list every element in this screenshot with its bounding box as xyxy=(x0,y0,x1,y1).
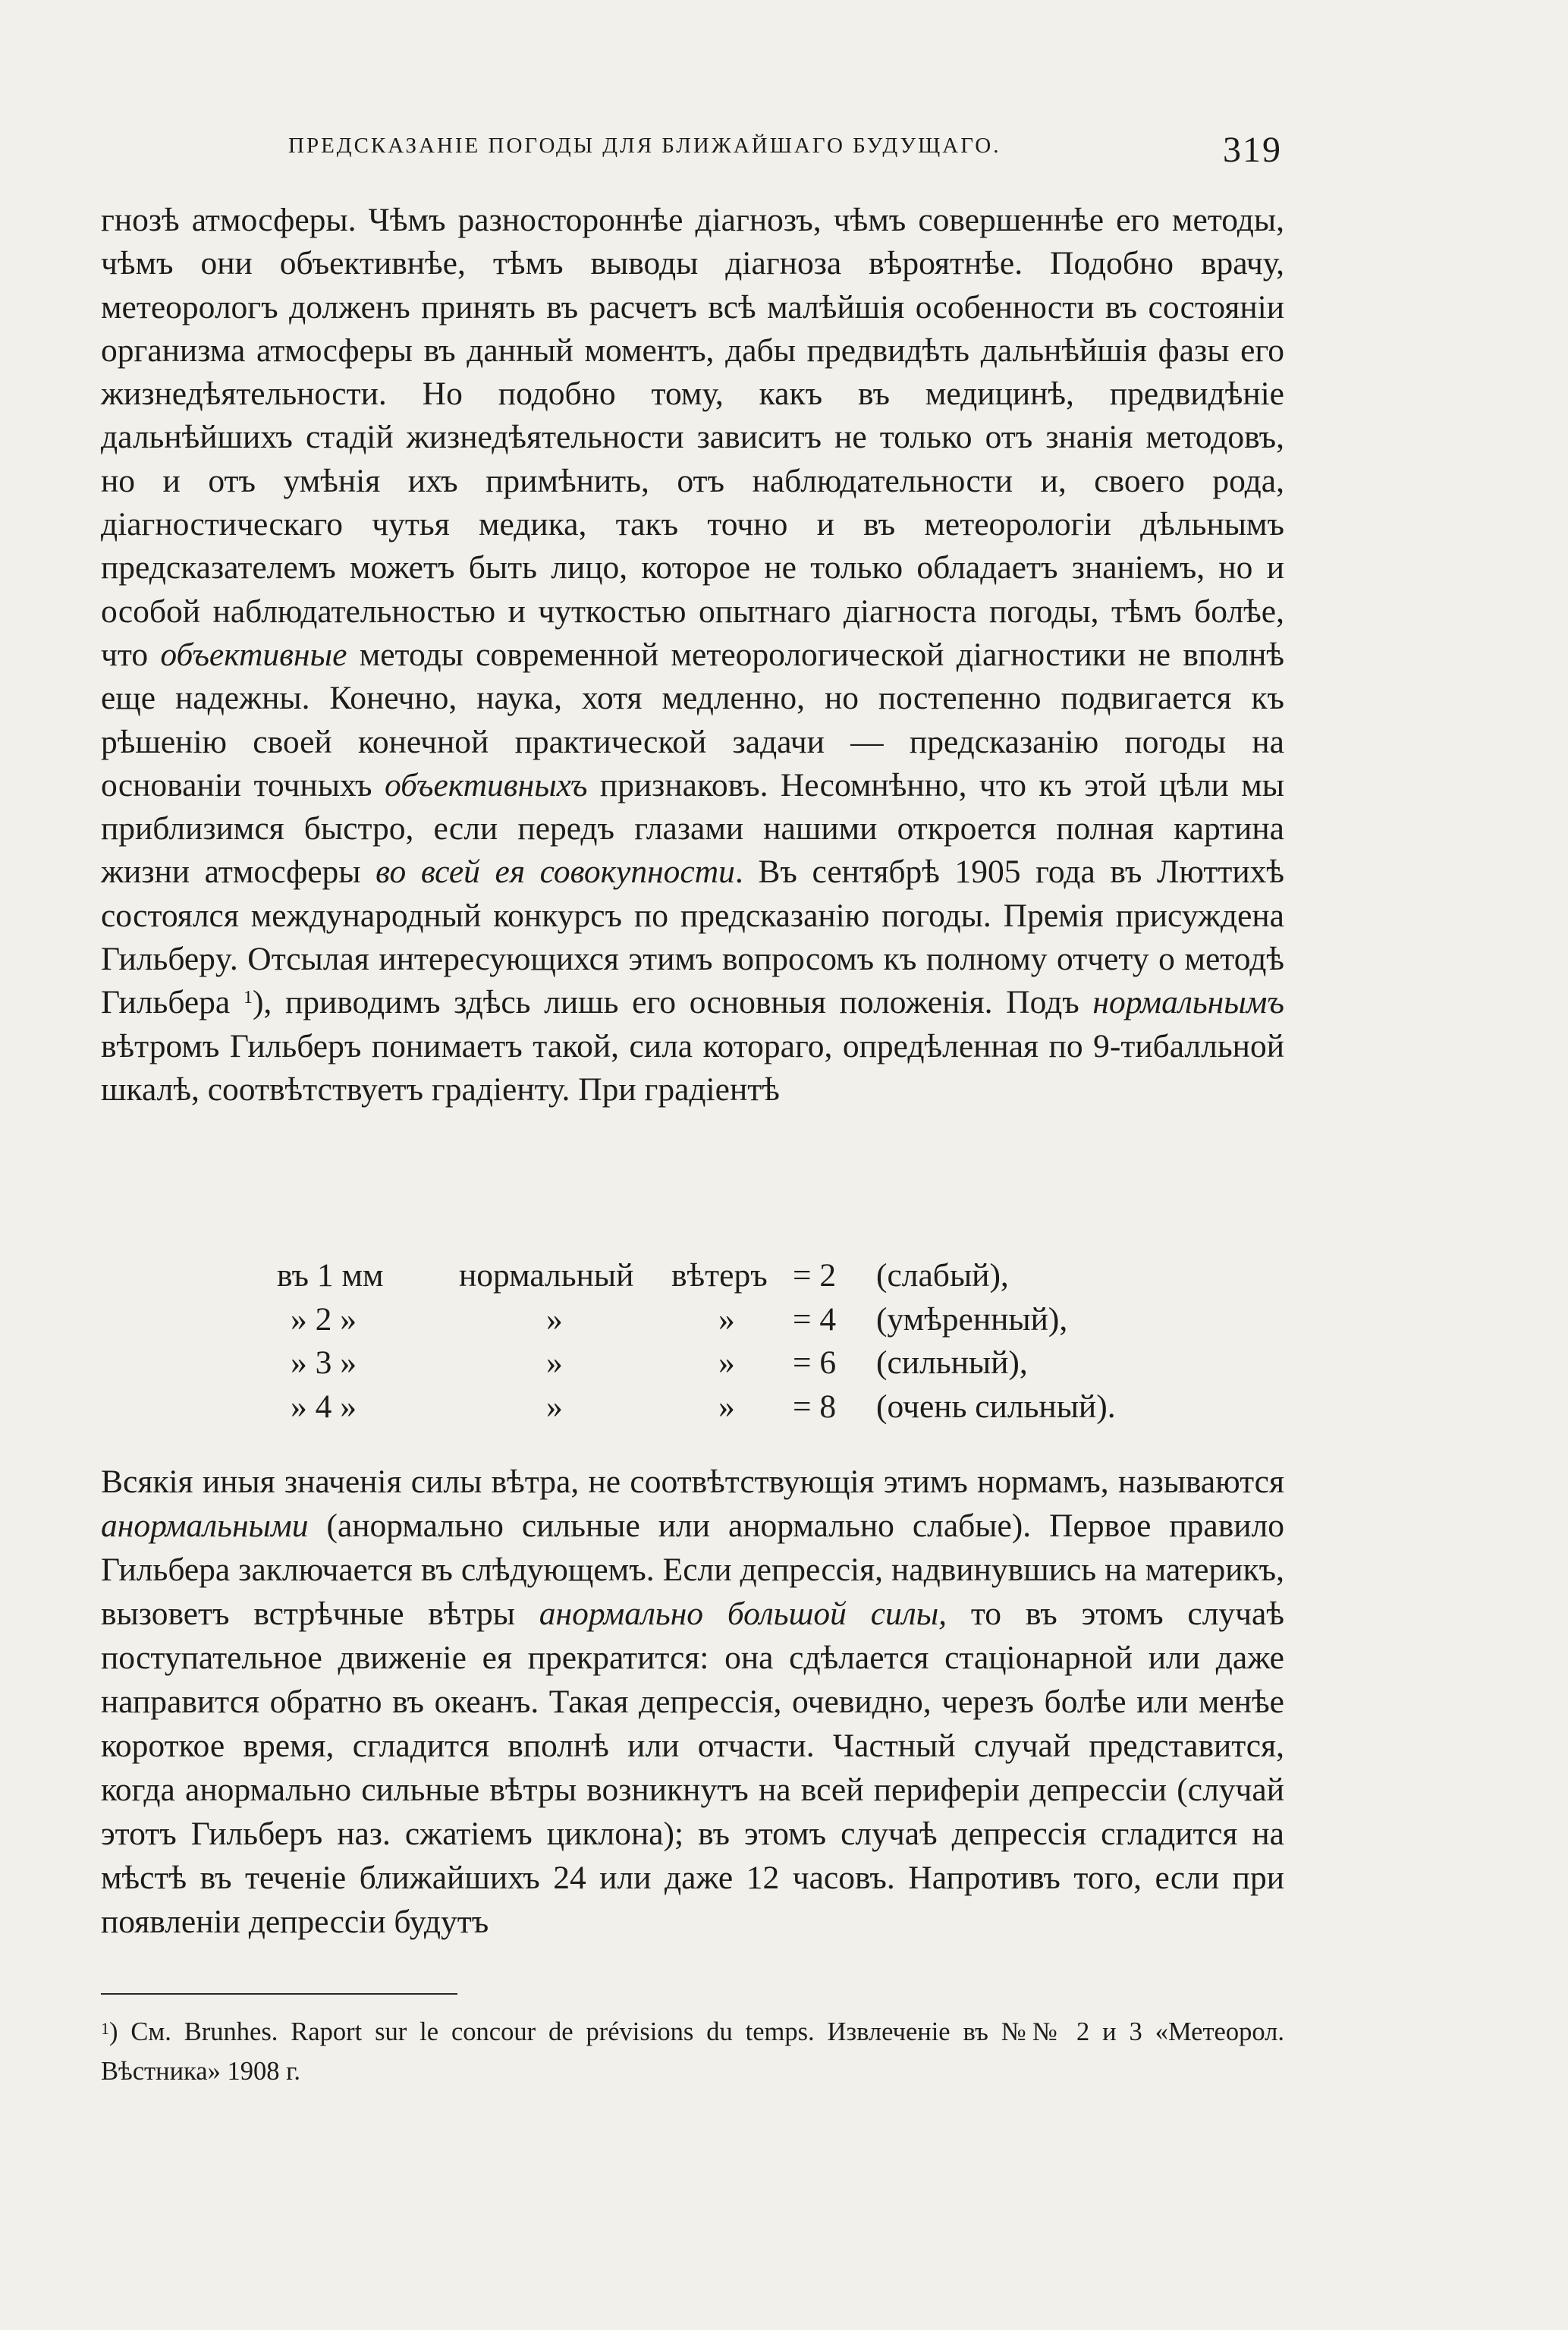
equals-cell: = 6 xyxy=(793,1344,837,1381)
text-run: вѣтромъ Гильберъ понимаетъ такой, сила котораго, опредѣленная по 9-тибалльной шкалѣ, соотвѣтствуетъ градіенту. При градіентѣ xyxy=(101,1027,1284,1108)
text-run: . Въ сентябрѣ 1905 года въ Люттихѣ состоялся международный конкурсъ по предсказанію погоды. Премія присуждена Гильбеpy. Отсылая интересующихся этимъ вопросомъ къ полному отчету о методѣ Гильбера xyxy=(101,854,1285,1021)
gradient-cell: » 3 » xyxy=(291,1344,357,1381)
equals-cell: = 8 xyxy=(793,1388,837,1425)
paragraph-1 xyxy=(101,199,1284,1112)
text-run: ), приводимъ здѣсь лишь его основныя положенія. Подъ xyxy=(252,984,1093,1021)
gradient-wind-table xyxy=(277,1254,1187,1429)
running-head: ПРЕДСКАЗАНІЕ ПОГОДЫ ДЛЯ БЛИЖАЙШАГО БУДУЩАГО. xyxy=(288,134,1001,158)
text-run: (анормально сильные или анормально слабые). Первое правило Гильбера заключается въ слѣдующемъ. Если депрессія, надвинувшись на материкъ, вызоветъ встрѣчные вѣтры xyxy=(101,1508,1284,1632)
page-number: 319 xyxy=(1223,130,1282,170)
gradient-cell: въ 1 мм xyxy=(277,1257,384,1294)
table-row xyxy=(277,1254,1187,1298)
footnote xyxy=(101,2012,1284,2091)
equals-cell: = 2 xyxy=(793,1257,837,1294)
description-cell: (умѣренный), xyxy=(876,1300,1068,1338)
wind-cell: нормальный xyxy=(459,1257,634,1294)
emphasis: нормальнымъ xyxy=(1092,984,1284,1021)
equals-cell: = 4 xyxy=(793,1300,837,1338)
main-text xyxy=(101,199,1284,1112)
text-run: признаковъ. Несомнѣнно, что къ этой цѣли мы приблизимся быстро, если передъ глазами нашими откроется полная картина жизни атмосферы xyxy=(101,766,1284,891)
description-cell: (слабый), xyxy=(876,1257,1009,1294)
wind2-cell: » xyxy=(718,1344,735,1381)
table-row xyxy=(277,1298,1187,1342)
footnote-divider xyxy=(101,1993,457,1995)
table-row xyxy=(277,1385,1187,1429)
gradient-cell: » 2 » xyxy=(291,1300,357,1338)
text-run: то въ этомъ случаѣ поступательное движеніе ея прекратится: она сдѣлается стаціонарной или даже направится обратно въ океанъ. Такая депрессія, очевидно, черезъ болѣе или менѣе короткое время, сгладится вполнѣ или отчасти. Частный случай представится, когда анормально сильные вѣтры возникнутъ на всей периферіи депрессіи (случай этотъ Гильберъ наз. сжатіемъ циклона); въ этомъ случаѣ депрессія сгладится на мѣстѣ въ теченіе ближайшихъ 24 или даже 12 часовъ. Напротивъ того, если при появленіи депрессіи будутъ xyxy=(101,1596,1284,1940)
wind2-cell: вѣтеръ xyxy=(671,1257,768,1294)
text-run: гнозѣ атмосферы. Чѣмъ разностороннѣе діагнозъ, чѣмъ совершеннѣе его методы, чѣмъ они объективнѣе, тѣмъ выводы діагноза вѣроятнѣе. Подобно врачу, метеорологъ долженъ принять въ расчетъ всѣ малѣйшія особенности въ состояніи организма атмосферы въ данный моментъ, дабы предвидѣть дальнѣйшія фазы его жизнедѣятельности. Но подобно тому, какъ въ медицинѣ, предвидѣніе дальнѣйшихъ стадій жизнедѣятельности зависитъ не только отъ знанія методовъ, но и отъ умѣнія ихъ примѣнить, отъ наблюдательности и, своего рода, діагностическаго чутья медика, такъ точно и въ метеорологіи дѣльнымъ предсказателемъ можетъ быть лицо, которое не только обладаетъ знаніемъ, но и особой наблюдательностью и чуткостью опытнаго діагноста погоды, тѣмъ болѣе, что xyxy=(101,202,1284,673)
description-cell: (очень сильный). xyxy=(876,1388,1116,1425)
text-run: методы современной метеорологической діагностики не вполнѣ еще надежны. Конечно, наука, хотя медленно, но постепенно подвигается къ рѣшенію своей конечной практической задачи — предсказанію погоды на основаніи точныхъ xyxy=(101,636,1284,803)
main-text-continued xyxy=(101,1460,1284,1944)
text-run: Всякія иныя значенія силы вѣтра, не соотвѣтствующія этимъ нормамъ, называются xyxy=(101,1464,1284,1500)
emphasis: во всей ея совокупности xyxy=(376,854,735,891)
wind-cell: » xyxy=(546,1344,563,1381)
emphasis: анормальными xyxy=(101,1508,309,1544)
wind2-cell: » xyxy=(718,1300,735,1338)
page-header xyxy=(288,129,1282,175)
gradient-cell: » 4 » xyxy=(291,1388,357,1425)
emphasis: объективныхъ xyxy=(384,766,588,803)
emphasis: объективные xyxy=(160,636,347,673)
paragraph-2 xyxy=(101,1460,1284,1944)
table-row xyxy=(277,1341,1187,1385)
wind2-cell: » xyxy=(718,1388,735,1425)
wind-cell: » xyxy=(546,1300,563,1338)
footnote-marker: 1 xyxy=(243,988,253,1008)
wind-cell: » xyxy=(546,1388,563,1425)
footnote-text xyxy=(101,2012,1284,2091)
emphasis: анормально большой силы, xyxy=(539,1596,947,1632)
footnote-body: ) См. Brunhes. Raport sur le concour de prévisions du temps. Извлеченіе въ №№ 2 и 3 «Метеорол. Вѣстника» 1908 г. xyxy=(101,2017,1284,2086)
description-cell: (сильный), xyxy=(876,1344,1028,1381)
footnote-marker: 1 xyxy=(101,2019,109,2038)
